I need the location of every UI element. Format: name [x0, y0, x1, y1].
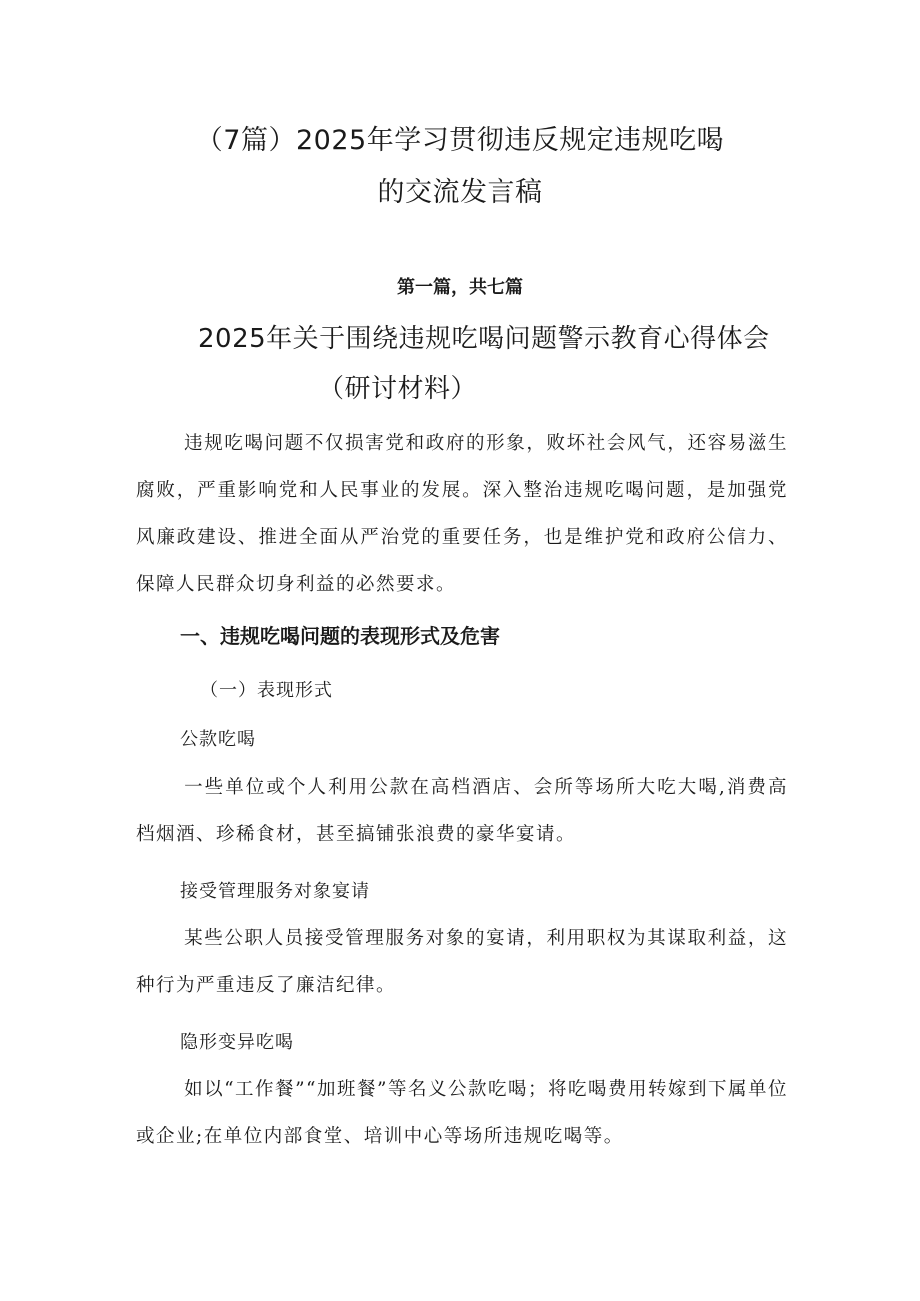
- document-title-line1: （7篇）2025年学习贯彻违反规定违规吃喝: [195, 125, 725, 156]
- subsection-heading: （一）表现形式: [200, 680, 333, 701]
- item-subheading: 公款吃喝: [180, 729, 256, 750]
- article-title-line2: （研讨材料）: [318, 374, 478, 404]
- item-paragraph: 某些公职人员接受管理服务对象的宴请，利用职权为其谋取利益，这种行为严重违反了廉洁纪律。: [136, 928, 788, 996]
- item-paragraph: 如以“工作餐”“加班餐”等名义公款吃喝；将吃喝费用转嫁到下属单位或企业;在单位内部食堂、培训中心等场所违规吃喝等。: [136, 1079, 788, 1147]
- article-title-line1: 2025年关于围绕违规吃喝问题警示教育心得体会: [198, 324, 770, 354]
- section-label: 第一篇，共七篇: [397, 277, 523, 298]
- document-title-line2: 的交流发言稿: [377, 177, 543, 208]
- item-subheading: 隐形变异吃喝: [180, 1032, 294, 1053]
- item-subheading: 接受管理服务对象宴请: [180, 881, 370, 902]
- item-paragraph: 一些单位或个人利用公款在高档酒店、会所等场所大吃大喝,消费高档烟酒、珍稀食材，甚至搞铺张浪费的豪华宴请。: [136, 777, 788, 845]
- section-heading: 一、违规吃喝问题的表现形式及危害: [180, 624, 500, 648]
- intro-paragraph: 违规吃喝问题不仅损害党和政府的形象，败坏社会风气，还容易滋生腐败，严重影响党和人民事业的发展。深入整治违规吃喝问题，是加强党风廉政建设、推进全面从严治党的重要任务，也是维护党和政府公信力、保障人民群众切身利益的必然要求。: [136, 433, 788, 595]
